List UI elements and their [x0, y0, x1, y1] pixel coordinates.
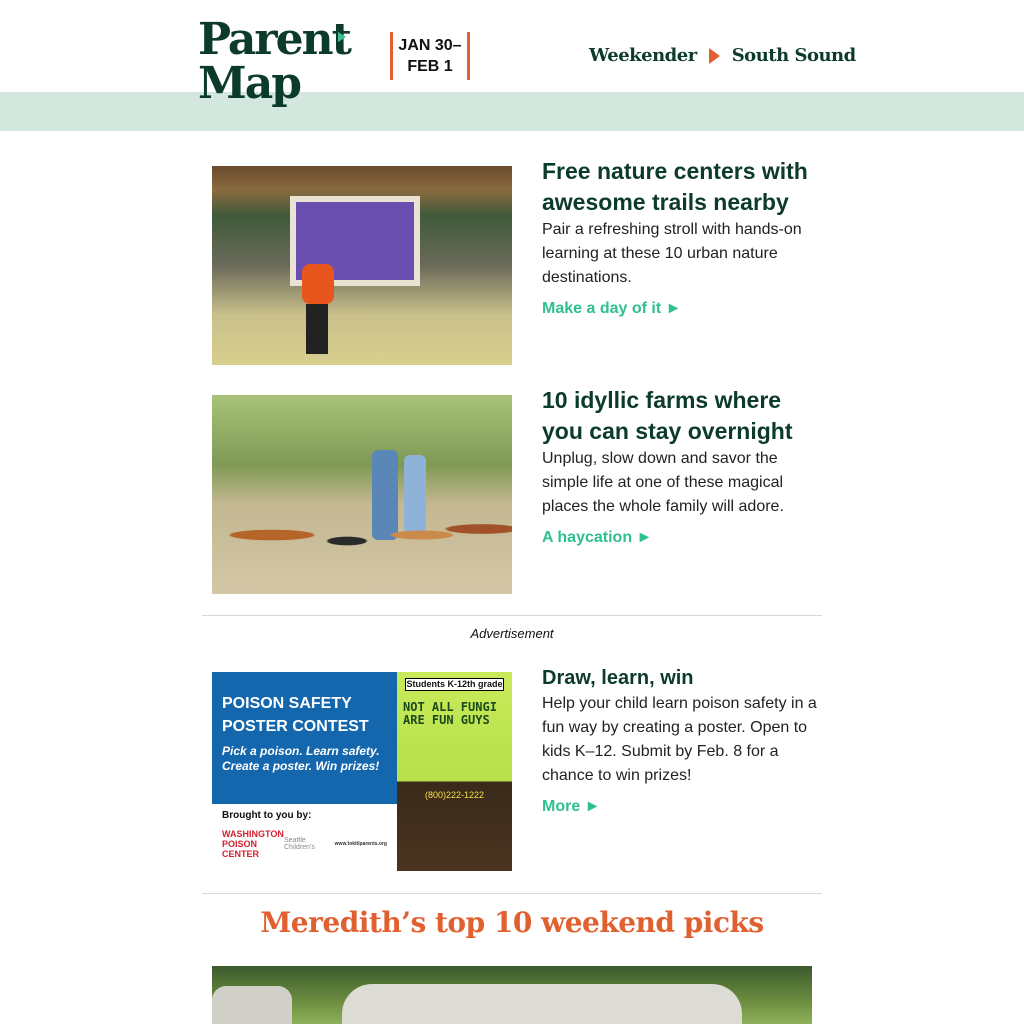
- ad-title[interactable]: Draw, learn, win: [542, 667, 694, 689]
- ad-body: Help your child learn poison safety in a fun way by creating a poster. Open to kids K–12. Submit by Feb. 8 for a chance to win prizes!: [542, 695, 817, 784]
- arrow-right-icon: [709, 48, 720, 64]
- poison-center-logo: WASHINGTON POISON CENTER: [222, 829, 284, 859]
- date-line: FEB 1: [407, 58, 453, 75]
- date-line: JAN 30–: [398, 37, 462, 54]
- poster-art-text: NOT ALL FUNGI ARE FUN GUYS: [403, 700, 497, 727]
- divider: [202, 893, 822, 894]
- story-body: Pair a refreshing stroll with hands-on learning at these 10 urban nature destinations.: [542, 221, 802, 286]
- poster-sponsor-label: Brought to you by:: [222, 810, 312, 821]
- header-band: [0, 92, 1024, 131]
- newsletter-name: Weekender: [589, 45, 697, 66]
- poster-subtitle: Pick a poison. Learn safety. Create a poster. Win prizes!: [222, 744, 380, 773]
- advertisement-label: Advertisement: [470, 626, 554, 641]
- poster-phone: (800)222-1222: [424, 790, 485, 800]
- story-link[interactable]: A haycation ►: [542, 529, 653, 546]
- parentmap-logo[interactable]: [198, 14, 350, 109]
- poster-title: POISON SAFETY POSTER CONTEST: [222, 695, 369, 735]
- logo-triangle-icon: [338, 32, 346, 42]
- date-range: [390, 32, 470, 80]
- section-heading: Meredith’s top 10 weekend picks: [260, 906, 764, 939]
- sponsor-logo: www.tokitlparents.org: [334, 841, 387, 847]
- story-link[interactable]: Make a day of it ►: [542, 300, 682, 317]
- nature-center-image[interactable]: [212, 166, 512, 365]
- story-title[interactable]: 10 idyllic farms where you can stay overnight: [542, 387, 793, 444]
- poster-contest-image[interactable]: [212, 672, 512, 871]
- region-name: South Sound: [731, 45, 856, 66]
- farm-image[interactable]: [212, 395, 512, 594]
- ad-link[interactable]: More ►: [542, 798, 601, 815]
- poster-grade-badge: Students K-12th grade: [406, 679, 503, 689]
- story-title[interactable]: Free nature centers with awesome trails nearby: [542, 158, 808, 215]
- story-body: Unplug, slow down and savor the simple life at one of these magical places the whole family will adore.: [542, 450, 784, 515]
- divider: [202, 615, 822, 616]
- newsletter-breadcrumb: [589, 45, 856, 66]
- logo-text: Map: [198, 58, 300, 109]
- logo-text: Parent: [198, 14, 350, 65]
- top-pick-image[interactable]: [212, 966, 812, 1024]
- seattle-childrens-logo: Seattle Children's: [284, 837, 315, 851]
